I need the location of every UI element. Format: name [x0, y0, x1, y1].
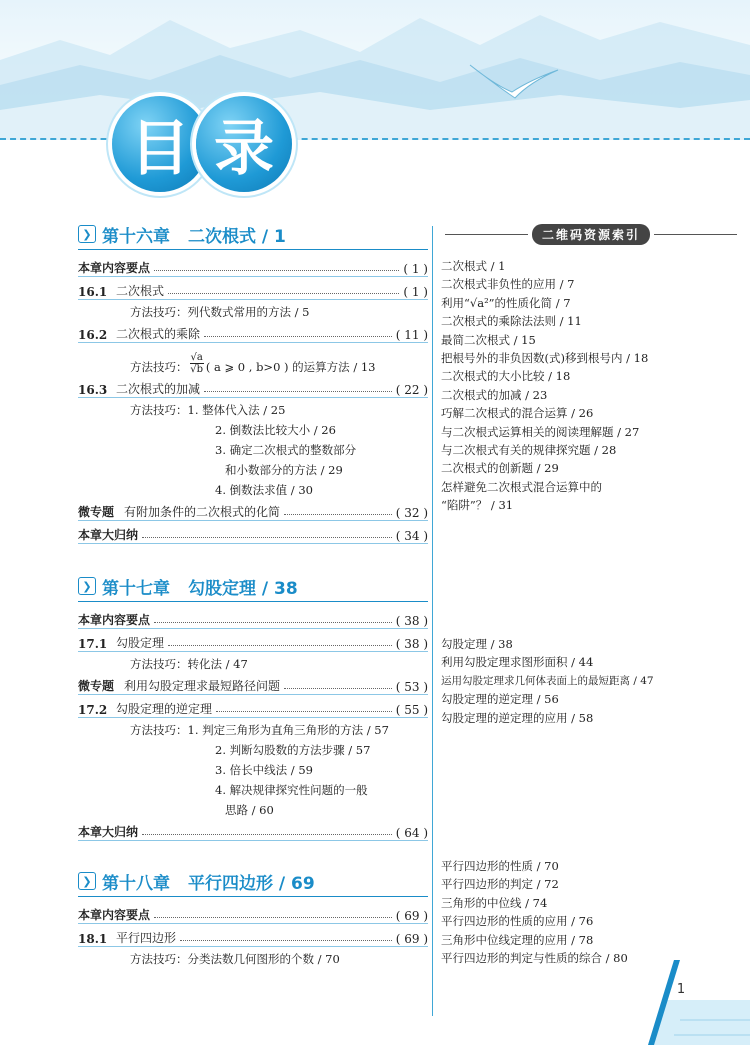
toc-page: ( 64 ) [395, 826, 428, 840]
qr-item[interactable]: 勾股定理 / 38 [441, 637, 513, 651]
qr-item[interactable]: 把根号外的非负因数(式)移到根号内 / 18 [441, 350, 649, 365]
qr-item[interactable]: 运用勾股定理求几何体表面上的最短距离 / 47 [441, 674, 654, 687]
toc-row[interactable] [78, 498, 428, 521]
leader-dots [204, 390, 392, 392]
method-tip[interactable]: 4. 倒数法求值 / 30 [215, 483, 313, 497]
qr-item[interactable]: 怎样避免二次根式混合运算中的 [441, 479, 602, 494]
tip-suffix: ( a ⩾ 0 , b>0 ) 的运算方法 / 13 [205, 360, 376, 374]
toc-row[interactable] [78, 672, 428, 695]
method-tip[interactable]: 方法技巧：转化法 / 47 [130, 657, 248, 671]
leader-dots [142, 536, 392, 538]
qr-item[interactable]: 勾股定理的逆定理 / 56 [441, 692, 559, 707]
fraction-denominator: √b [190, 364, 204, 375]
method-tip[interactable]: 方法技巧：1. 整体代入法 / 25 [130, 403, 286, 417]
qr-item[interactable]: “陷阱”？ / 31 [441, 498, 514, 513]
method-tip[interactable] [78, 343, 428, 375]
chapter-heading[interactable] [78, 222, 428, 246]
title-char-1: 目 [112, 96, 208, 192]
divider [78, 249, 428, 250]
toc-label: 二次根式的加减 [116, 382, 201, 396]
column-divider [432, 226, 433, 1016]
method-tip[interactable]: 方法技巧：1. 判定三角形为直角三角形的方法 / 57 [130, 723, 389, 737]
toc-page: ( 11 ) [395, 328, 428, 342]
toc-label: 二次根式的乘除 [116, 327, 201, 341]
toc-row[interactable] [78, 818, 428, 841]
toc-label: 本章大归纳 [78, 528, 139, 542]
section-number: 17.2 [78, 703, 108, 717]
toc-page: ( 69 ) [395, 909, 428, 923]
leader-dots [168, 292, 399, 294]
chevron-right-icon: ❯ [78, 225, 96, 243]
chapter-name: 平行四边形 / 69 [188, 873, 315, 894]
special-topic-tag: 微专题 [78, 505, 115, 519]
qr-item[interactable]: 平行四边形的性质 / 70 [441, 859, 559, 873]
qr-item[interactable]: 平行四边形的判定 / 72 [441, 877, 559, 892]
toc-page: ( 53 ) [395, 680, 428, 694]
leader-dots [154, 269, 399, 271]
leader-dots [154, 916, 392, 918]
toc-label: 利用勾股定理求最短路径问题 [124, 679, 281, 693]
qr-item[interactable]: 与二次根式运算相关的阅读理解题 / 27 [441, 424, 640, 439]
toc-page: ( 38 ) [395, 614, 428, 628]
toc-label: 本章内容要点 [78, 908, 151, 922]
qr-item[interactable]: 利用“√a²”的性质化简 / 7 [441, 295, 571, 310]
leader-dots [216, 710, 392, 712]
qr-item[interactable]: 二次根式的大小比较 / 18 [441, 369, 571, 384]
qr-item[interactable]: 最简二次根式 / 15 [441, 332, 536, 347]
method-tip[interactable]: 3. 倍长中线法 / 59 [215, 763, 313, 777]
chapter-number: 第十七章 [102, 578, 170, 599]
special-topic-tag: 微专题 [78, 679, 115, 693]
qr-item[interactable]: 巧解二次根式的混合运算 / 26 [441, 406, 594, 421]
toc-page: ( 69 ) [395, 932, 428, 946]
method-tip[interactable]: 4. 解决规律探究性问题的一般 [215, 783, 368, 797]
section-number: 16.3 [78, 383, 108, 397]
fraction [190, 352, 204, 375]
qr-group-1 [441, 252, 741, 515]
toc-row[interactable] [78, 901, 428, 924]
qr-item[interactable]: 二次根式的创新题 / 29 [441, 461, 559, 476]
section-number: 16.1 [78, 285, 108, 299]
title-char-2: 录 [196, 96, 292, 192]
qr-item[interactable]: 平行四边形的判定与性质的综合 / 80 [441, 950, 628, 965]
chapter-heading[interactable] [78, 574, 428, 598]
qr-item[interactable]: 三角形中位线定理的应用 / 78 [441, 932, 594, 947]
toc-row[interactable] [78, 521, 428, 544]
qr-group-3 [441, 858, 628, 968]
leader-dots [284, 687, 392, 689]
method-tip[interactable]: 思路 / 60 [225, 803, 274, 817]
leader-dots [180, 939, 392, 941]
chapter-name: 勾股定理 / 38 [188, 578, 298, 599]
divider [654, 234, 737, 235]
qr-item[interactable]: 与二次根式有关的规律探究题 / 28 [441, 442, 617, 457]
page-number: 1 [676, 982, 686, 997]
section-number: 17.1 [78, 637, 108, 651]
fraction-numerator: √a [190, 352, 203, 363]
toc-list [78, 222, 428, 967]
chapter-number: 第十八章 [102, 873, 170, 894]
qr-item[interactable]: 三角形的中位线 / 74 [441, 895, 548, 910]
qr-index-header [441, 222, 741, 246]
toc-label: 本章内容要点 [78, 613, 151, 627]
chevron-right-icon: ❯ [78, 872, 96, 890]
qr-index-title: 二维码资源索引 [532, 224, 650, 245]
qr-item[interactable]: 二次根式的加减 / 23 [441, 387, 548, 402]
toc-label: 勾股定理的逆定理 [116, 702, 213, 716]
header-mountain-art [0, 0, 750, 140]
toc-label: 平行四边形 [116, 931, 177, 945]
qr-item[interactable]: 二次根式 / 1 [441, 259, 506, 273]
toc-label: 本章大归纳 [78, 825, 139, 839]
toc-label: 二次根式 [116, 284, 165, 298]
toc-row[interactable] [78, 254, 428, 277]
toc-label: 本章内容要点 [78, 261, 151, 275]
toc-page: ( 38 ) [395, 637, 428, 651]
toc-row[interactable] [78, 375, 428, 398]
section-number: 18.1 [78, 932, 108, 946]
toc-row[interactable] [78, 924, 428, 947]
toc-label: 有附加条件的二次根式的化简 [124, 505, 281, 519]
qr-item[interactable]: 利用勾股定理求图形面积 / 44 [441, 655, 594, 670]
toc-row[interactable] [78, 695, 428, 718]
toc-page: ( 1 ) [403, 262, 428, 276]
toc-page: ( 55 ) [395, 703, 428, 717]
toc-page: ( 32 ) [395, 506, 428, 520]
qr-item[interactable]: 平行四边形的性质的应用 / 76 [441, 914, 594, 929]
section-number: 16.2 [78, 328, 108, 342]
leader-dots [142, 833, 392, 835]
toc-page: ( 34 ) [395, 529, 428, 543]
method-tip[interactable]: 3. 确定二次根式的整数部分 [215, 443, 357, 457]
method-tip[interactable]: 方法技巧：分类法数几何图形的个数 / 70 [130, 952, 340, 966]
leader-dots [168, 644, 392, 646]
chevron-right-icon: ❯ [78, 577, 96, 595]
chapter-heading[interactable] [78, 869, 428, 893]
toc-row[interactable] [78, 629, 428, 652]
toc-label: 勾股定理 [116, 636, 165, 650]
method-tip[interactable]: 2. 倒数法比较大小 / 26 [215, 423, 336, 437]
qr-group-2 [441, 636, 654, 728]
divider [78, 896, 428, 897]
qr-index [441, 222, 741, 965]
toc-row[interactable] [78, 277, 428, 300]
method-tip[interactable]: 和小数部分的方法 / 29 [225, 463, 343, 477]
chapter-name: 二次根式 / 1 [188, 226, 286, 247]
leader-dots [284, 513, 392, 515]
method-tip[interactable]: 方法技巧：列代数式常用的方法 / 5 [130, 305, 310, 319]
qr-item[interactable]: 勾股定理的逆定理的应用 / 58 [441, 710, 594, 725]
qr-item[interactable]: 二次根式非负性的应用 / 7 [441, 277, 575, 292]
leader-dots [204, 335, 392, 337]
toc-row[interactable] [78, 606, 428, 629]
toc-row[interactable] [78, 320, 428, 343]
chapter-number: 第十六章 [102, 226, 170, 247]
qr-item[interactable]: 二次根式的乘除法法则 / 11 [441, 314, 582, 329]
divider [78, 601, 428, 602]
toc-page: ( 1 ) [403, 285, 428, 299]
tip-prefix: 方法技巧： [130, 360, 188, 374]
method-tip[interactable]: 2. 判断勾股数的方法步骤 / 57 [215, 743, 371, 757]
divider [445, 234, 528, 235]
toc-page: ( 22 ) [395, 383, 428, 397]
leader-dots [154, 621, 392, 623]
